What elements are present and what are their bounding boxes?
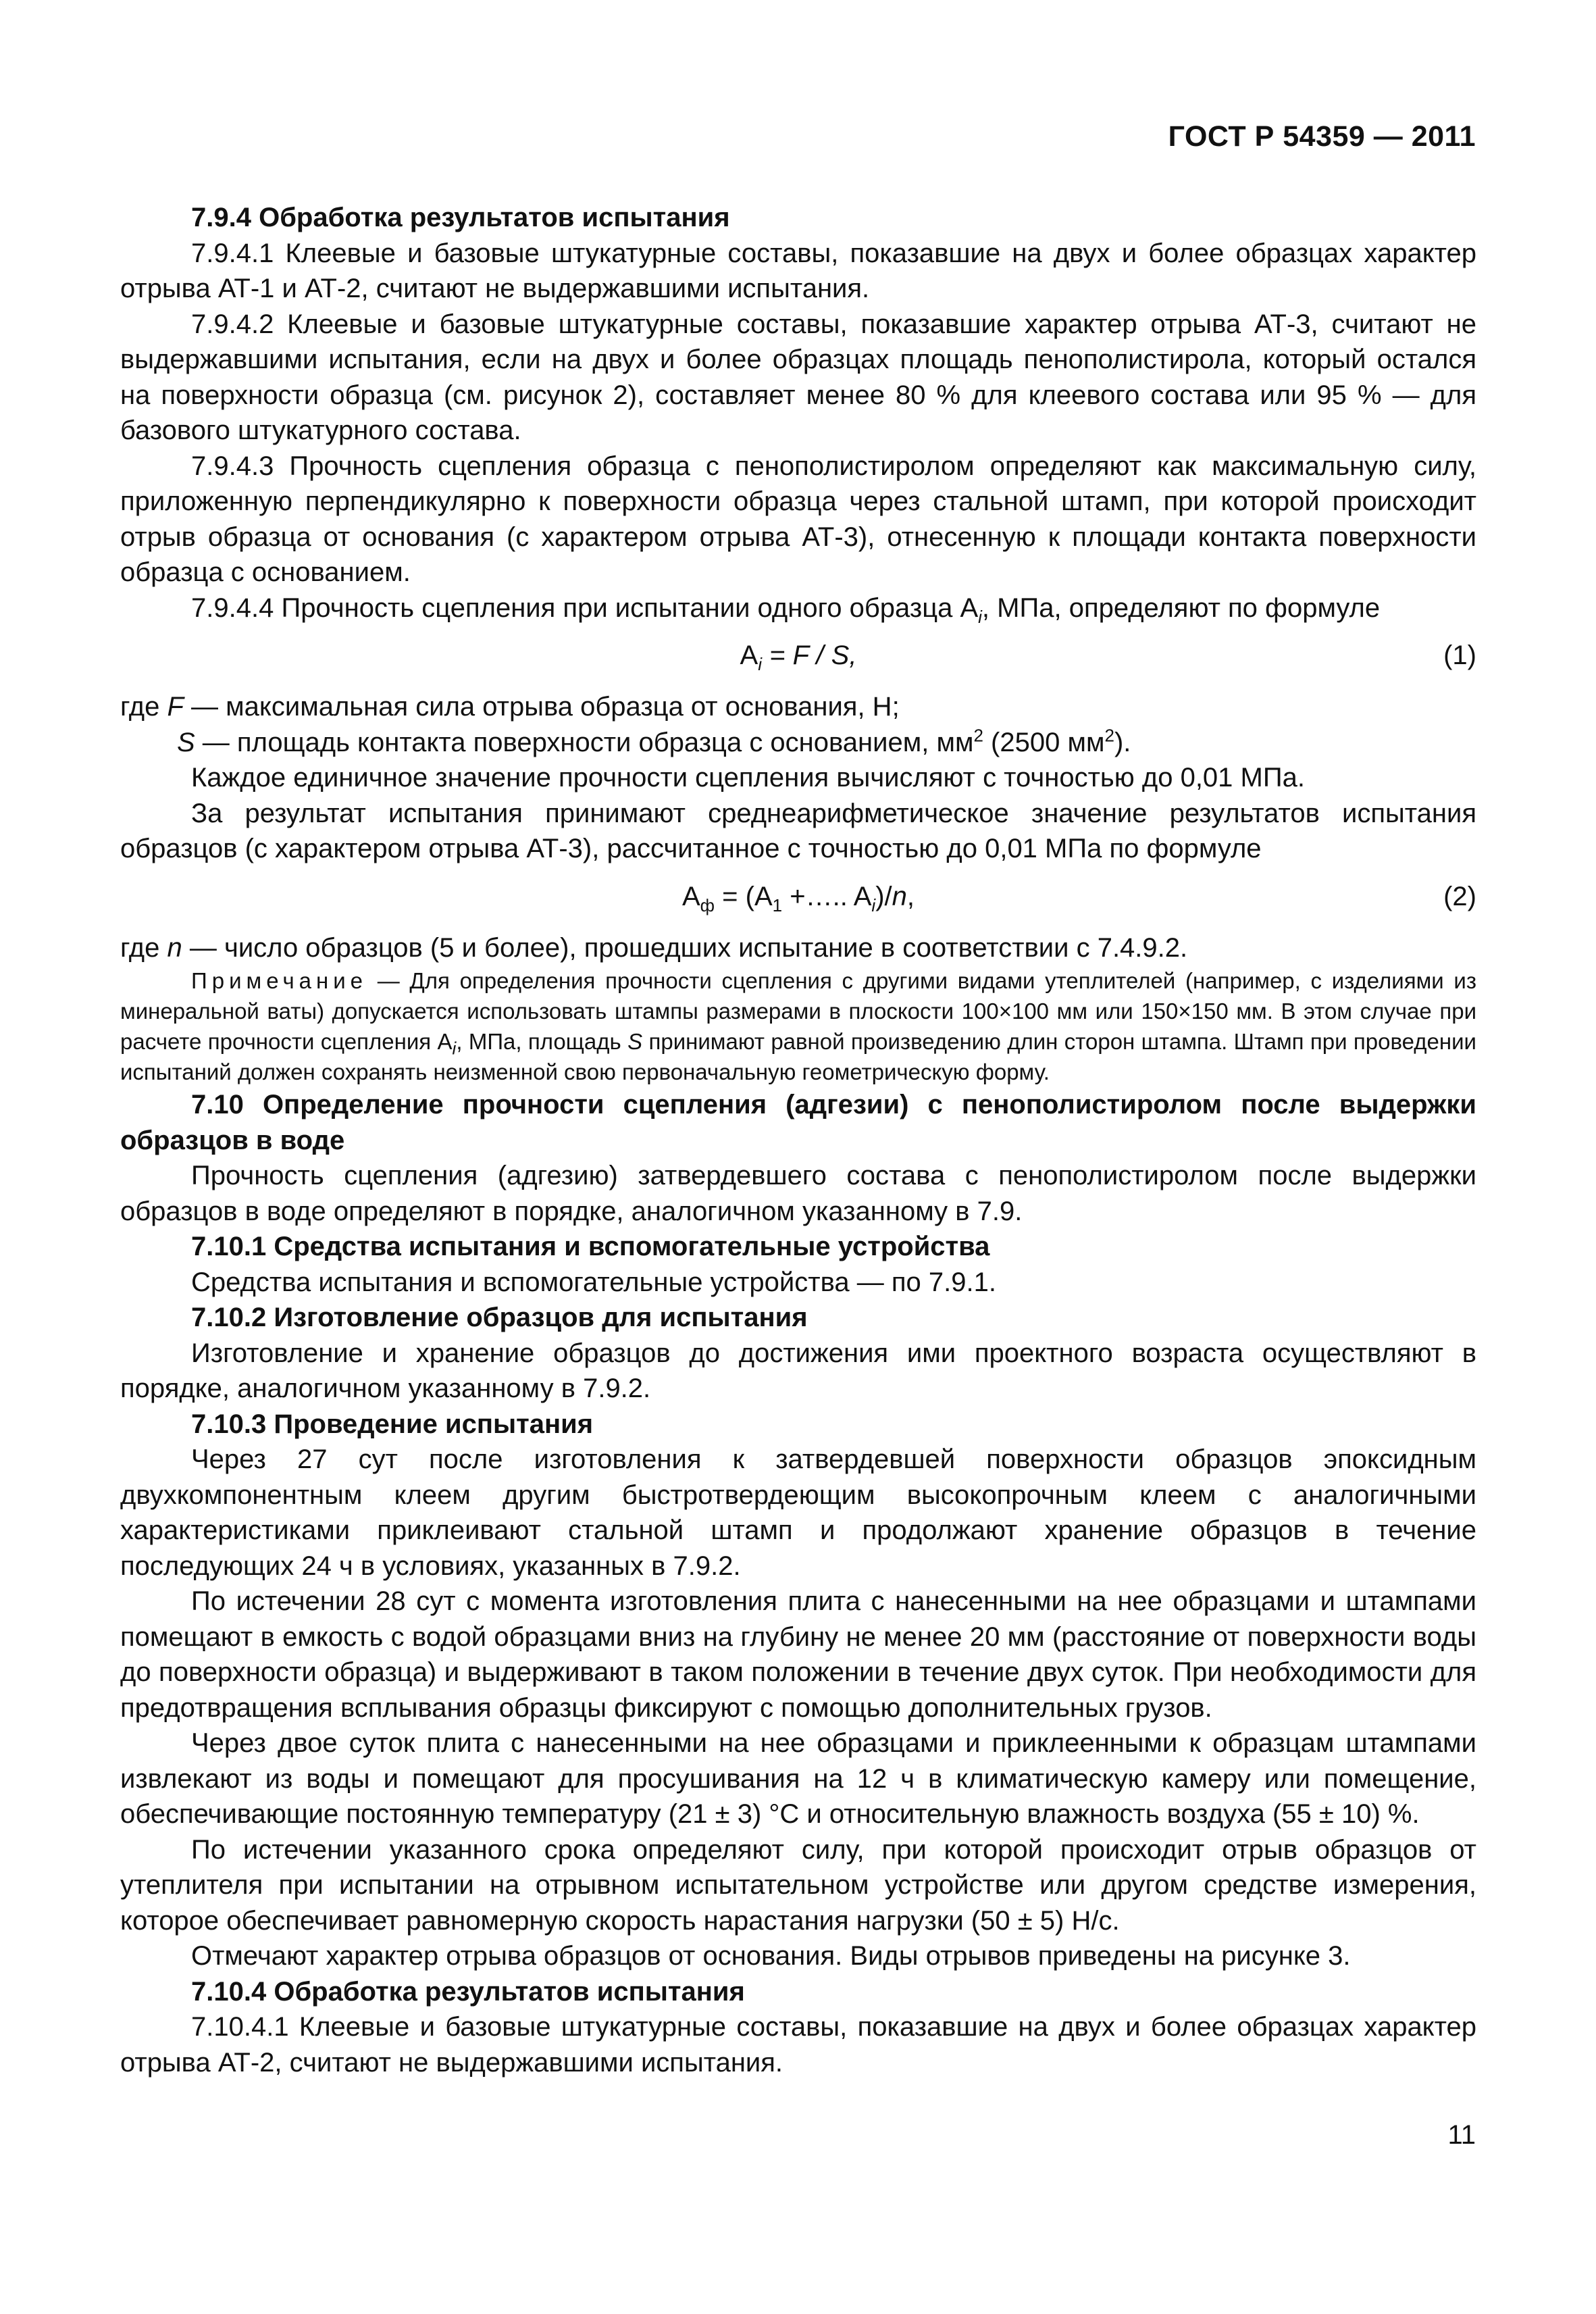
clause-7-9-4-3: 7.9.4.3 Прочность сцепления образца с пенополистиролом определяют как максимальную силу, приложенную перпендикулярно к поверхности образца через стальной штамп, при которой происходит отрыв образца от основания (с характером отрыва АТ-3), отнесенную к площади контакта поверхности образца с основанием.: [120, 451, 1476, 587]
subsection-7-10-2-heading: 7.10.2 Изготовление образцов для испытания: [191, 1303, 808, 1332]
clause-7-9-4-4: 7.9.4.4 Прочность сцепления при испытании одного образца $A_i$, МПа, определяют по формуле: [191, 593, 1381, 627]
section-7-10-heading: 7.10 Определение прочности сцепления (адгезии) с пенополистиролом после выдержки образцов в воде: [120, 1090, 1476, 1155]
subsection-7-10-4-heading: 7.10.4 Обработка результатов испытания: [191, 1976, 745, 2007]
formula-1: [120, 638, 1476, 677]
clause-7-10-4-1: 7.10.4.1 Клеевые и базовые штукатурные составы, показавшие на двух и более образцах характер отрыва АТ-2, считают не выдержавшими испытания.: [120, 2012, 1476, 2078]
subsection-7-10-1-heading: 7.10.1 Средства испытания и вспомогательные устройства: [191, 1232, 990, 1261]
section-7-10-intro: Прочность сцепления (адгезию) затвердевшего состава с пенополистиролом после выдержки образцов в воде определяют в порядке, аналогичном указанному в 7.9.: [120, 1161, 1476, 1226]
formula-2: [120, 879, 1476, 918]
note-label: Примечание: [191, 968, 368, 993]
subsection-7-10-3-heading: 7.10.3 Проведение испытания: [191, 1409, 594, 1439]
standard-header: ГОСТ Р 54359 — 2011: [1168, 120, 1476, 153]
page-number: 11: [1447, 2120, 1476, 2150]
page-body: [120, 200, 1476, 2080]
formula-2-expression: $A_ф = (A_1$ +….. $A_i)/n$,: [681, 881, 915, 915]
section-7-9-4-heading: 7.9.4 Обработка результатов испытания: [191, 203, 730, 232]
mean-result-paragraph: За результат испытания принимают среднеарифметическое значение результатов испытания образцов (с характером отрыва АТ-3), рассчитанное с точностью до 0,01 МПа по формуле: [120, 798, 1476, 863]
subsection-7-10-3-text-3: Через двое суток плита с нанесенными на нее образцами и приклеенными к образцам штампами извлекают из воды и помещают для просушивания на 12 ч в климатическую камеру или помещение, обеспечивающие постоянную температуру (21 ± 3) °С и относительную влажность воздуха (55 ± 10) %.: [120, 1728, 1476, 1829]
subsection-7-10-3-text-1: Через 27 сут после изготовления к затвердевшей поверхности образцов эпоксидным двухкомпонентным клеем другим быстротвердеющим высокопрочным клеем с аналогичными характеристиками приклеивают стальной штамп и продолжают хранение образцов в течение последующих 24 ч в условиях, указанных в 7.9.2.: [120, 1444, 1476, 1581]
where-s-definition: S — площадь контакта поверхности образца с основанием, $мм^2$ (2500 $мм^2$).: [177, 725, 1131, 757]
where-f-definition: где F — максимальная сила отрыва образца от основания, Н;: [120, 692, 900, 722]
where-n-definition: где n — число образцов (5 и более), прошедших испытание в соответствии с 7.4.9.2.: [120, 932, 1188, 963]
formula-2-number: (2): [1443, 881, 1476, 911]
subsection-7-10-2-text: Изготовление и хранение образцов до достижения ими проектного возраста осуществляют в порядке, аналогичном указанному в 7.9.2.: [120, 1338, 1476, 1403]
subsection-7-10-3-text-2: По истечении 28 сут с момента изготовления плита с нанесенными на нее образцами и штампами помещают в емкость с водой образцами вниз на глубину не менее 20 мм (расстояние от поверхности воды до поверхности образца) и выдерживают в таком положении в течение двух суток. При необходимости для предотвращения всплывания образцы фиксируют с помощью дополнительных грузов.: [120, 1586, 1476, 1723]
clause-7-9-4-1: 7.9.4.1 Клеевые и базовые штукатурные составы, показавшие на двух и более образцах характер отрыва АТ-1 и АТ-2, считают не выдержавшими испытания.: [120, 238, 1476, 303]
formula-1-expression: $A_i = F / S$,: [740, 640, 857, 674]
note-paragraph: Примечание — Для определения прочности сцепления с другими видами утеплителей (например, с изделиями из минеральной ваты) допускается использовать штампы размерами в плоскости 100×100 мм или 150×150 мм. В этом случае при расчете прочности сцепления $A_i$, МПа, площадь S принимают равной произведению длин сторон штампа. Штамп при проведении испытаний должен сохранять неизменной свою первоначальную геометрическую форму.: [120, 968, 1476, 1084]
precision-paragraph: Каждое единичное значение прочности сцепления вычисляют с точностью до 0,01 МПа.: [191, 763, 1305, 793]
formula-1-number: (1): [1443, 640, 1476, 670]
subsection-7-10-3-text-4: По истечении указанного срока определяют силу, при которой происходит отрыв образцов от утеплителя при испытании на отрывном испытательном устройстве или другом средстве измерения, которое обеспечивает равномерную скорость нарастания нагрузки (50 ± 5) Н/с.: [120, 1834, 1476, 1936]
clause-7-9-4-2: 7.9.4.2 Клеевые и базовые штукатурные составы, показавшие характер отрыва АТ-3, считают не выдержавшими испытания, если на двух и более образцах площадь пенополистирола, который остался на поверхности образца (см. рисунок 2), составляет менее 80 % для клеевого состава или 95 % — для базового штукатурного состава.: [120, 309, 1476, 445]
subsection-7-10-3-text-5: Отмечают характер отрыва образцов от основания. Виды отрывов приведены на рисунке 3.: [191, 1941, 1351, 1971]
subsection-7-10-1-text: Средства испытания и вспомогательные устройства — по 7.9.1.: [191, 1267, 996, 1297]
